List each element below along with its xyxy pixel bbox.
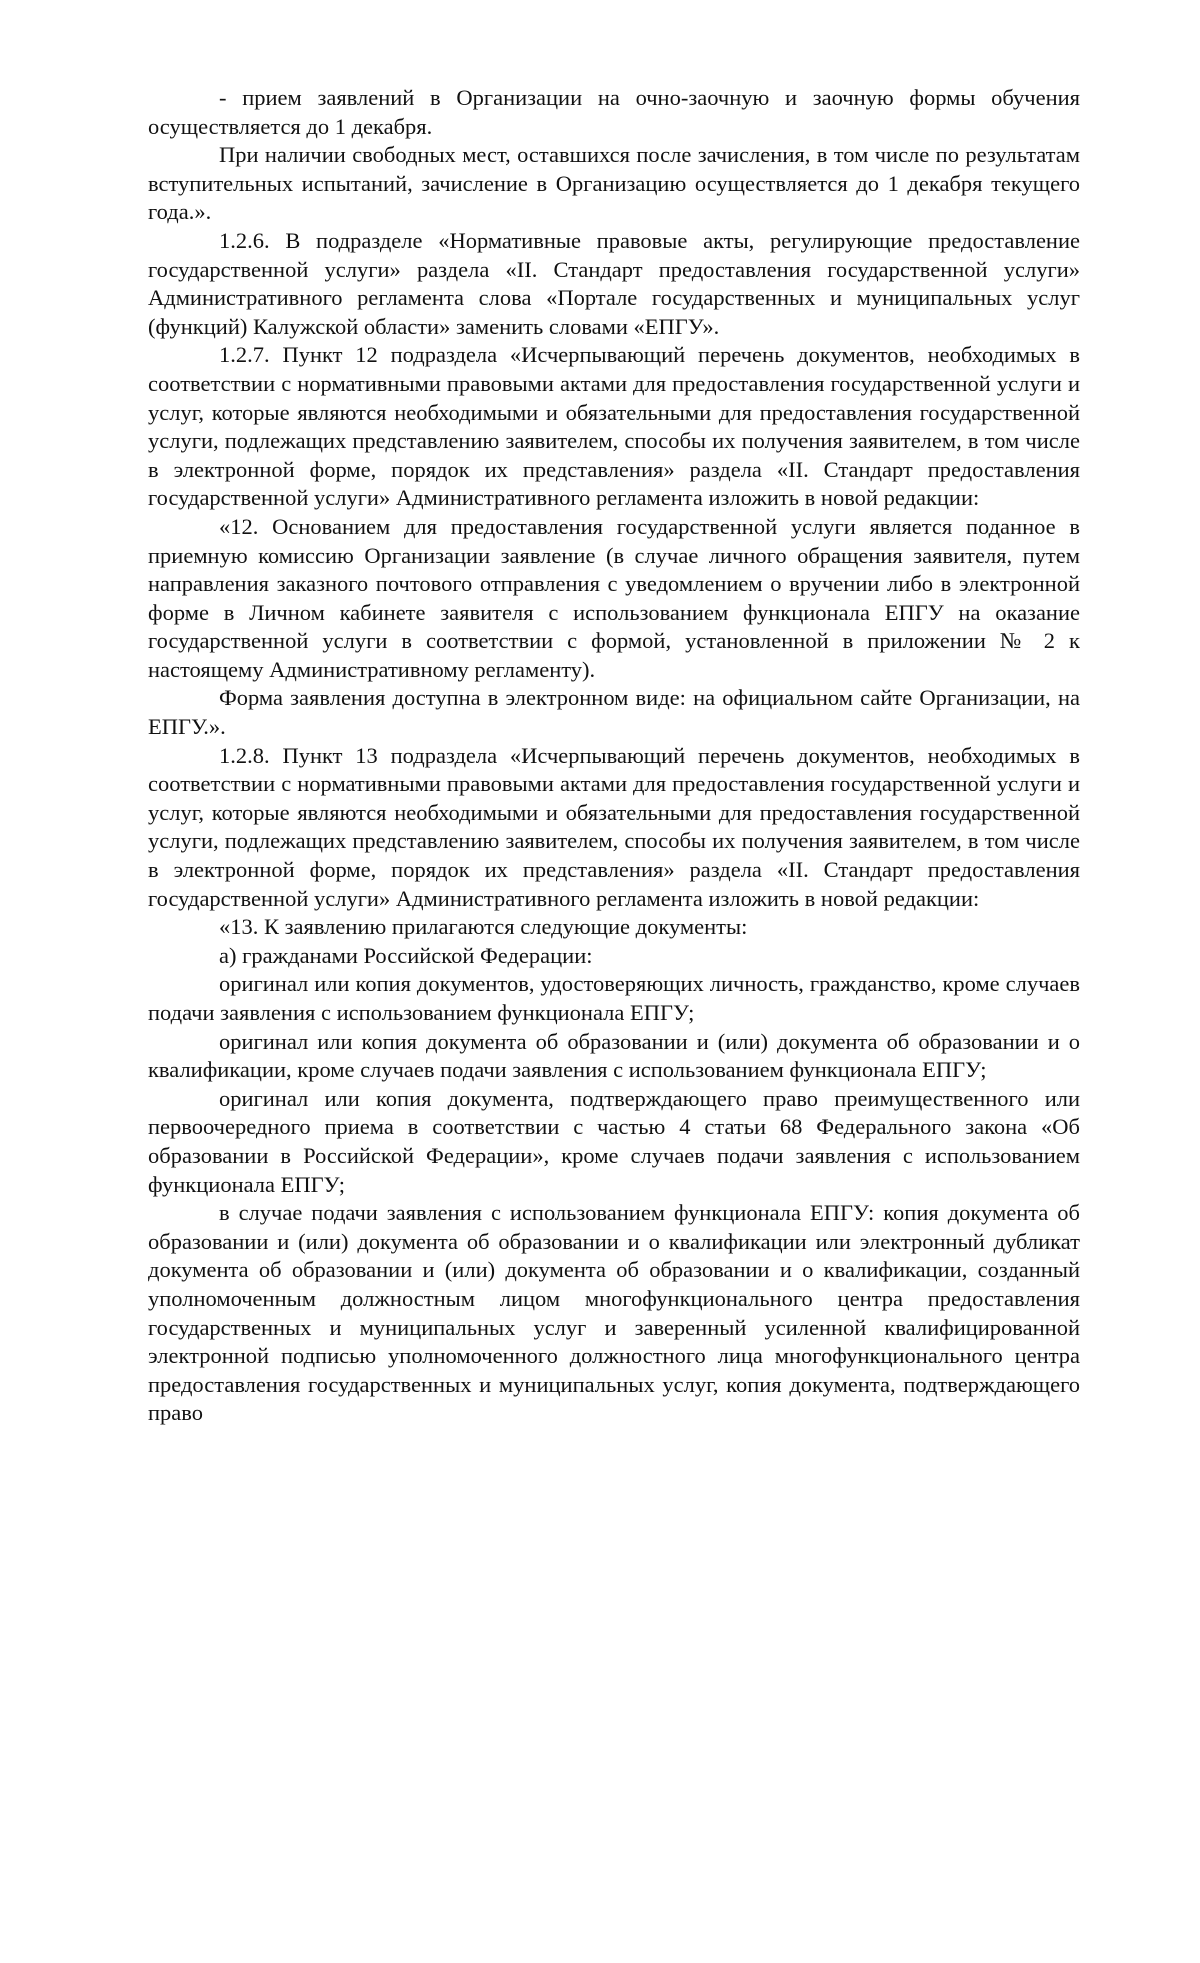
paragraph-admission-deadline: - прием заявлений в Организации на очно-заочную и заочную формы обучения осуществляется до 1 декабря. [148, 85, 1080, 139]
paragraph-1-2-7: 1.2.7. Пункт 12 подраздела «Исчерпывающий перечень документов, необходимых в соответствии с нормативными правовыми актами для предоставления государственной услуги и услуг, которые являются необходимыми и обязательными для предоставления государственной услуги, подлежащих представлению заявителем, способы их получения заявителем, в том числе в электронной форме, порядок их представления» раздела «II. Стандарт предоставления государственной услуги» Административного регламента изложить в новой редакции: [148, 342, 1080, 511]
paragraph-identity-documents: оригинал или копия документов, удостоверяющих личность, гражданство, кроме случаев подачи заявления с использованием функционала ЕПГУ; [148, 971, 1080, 1025]
paragraph-point-13: «13. К заявлению прилагаются следующие документы: [219, 914, 748, 940]
paragraph-vacant-places: При наличии свободных мест, оставшихся после зачисления, в том числе по результатам вступительных испытаний, зачисление в Организацию осуществляется до 1 декабря текущего года.». [148, 142, 1080, 225]
paragraph-1-2-8: 1.2.8. Пункт 13 подраздела «Исчерпывающий перечень документов, необходимых в соответствии с нормативными правовыми актами для предоставления государственной услуги и услуг, которые являются необходимыми и обязательными для предоставления государственной услуги, подлежащих представлению заявителем, способы их получения заявителем, в том числе в электронной форме, порядок их представления» раздела «II. Стандарт предоставления государственной услуги» Административного регламента изложить в новой редакции: [148, 742, 1080, 911]
paragraph-citizens-rf: а) гражданами Российской Федерации: [219, 942, 593, 968]
paragraph-priority-right-documents: оригинал или копия документа, подтверждающего право преимущественного или первоочередного приема в соответствии с частью 4 статьи 68 Федерального закона «Об образовании в Российской Федерации», кроме случаев подачи заявления с использованием функционала ЕПГУ; [148, 1085, 1080, 1197]
paragraph-1-2-6: 1.2.6. В подразделе «Нормативные правовые акты, регулирующие предоставление государственной услуги» раздела «II. Стандарт предоставления государственной услуги» Административного регламента слова «Портале государственных и муниципальных услуг (функций) Калужской области» заменить словами «ЕПГУ». [148, 227, 1080, 339]
paragraph-education-documents: оригинал или копия документа об образовании и (или) документа об образовании и о квалификации, кроме случаев подачи заявления с использованием функционала ЕПГУ; [148, 1028, 1080, 1083]
paragraph-epgu-submission: в случае подачи заявления с использованием функционала ЕПГУ: копия документа об образовании и (или) документа об образовании и о квалификации или электронный дубликат документа об образовании и (или) документа об образовании и о квалификации, созданный уполномоченным должностным лицом многофункционального центра предоставления государственных и муниципальных услуг и заверенный усиленной квалифицированной электронной подписью уполномоченного должностного лица многофункционального центра предоставления государственных и муниципальных услуг, копия документа, подтверждающего право [148, 1200, 1080, 1426]
document-page [148, 84, 1080, 1428]
paragraph-application-form: Форма заявления доступна в электронном виде: на официальном сайте Организации, на ЕПГУ.». [148, 685, 1080, 740]
paragraph-point-12: «12. Основанием для предоставления государственной услуги является поданное в приемную комиссию Организации заявление (в случае личного обращения заявителя, путем направления заказного почтового отправления с уведомлением о вручении либо в электронной форме в Личном кабинете заявителя с использованием функционала ЕПГУ на оказание государственной услуги в соответствии с формой, установленной в приложении № 2 к настоящему Административному регламенту). [148, 513, 1080, 682]
